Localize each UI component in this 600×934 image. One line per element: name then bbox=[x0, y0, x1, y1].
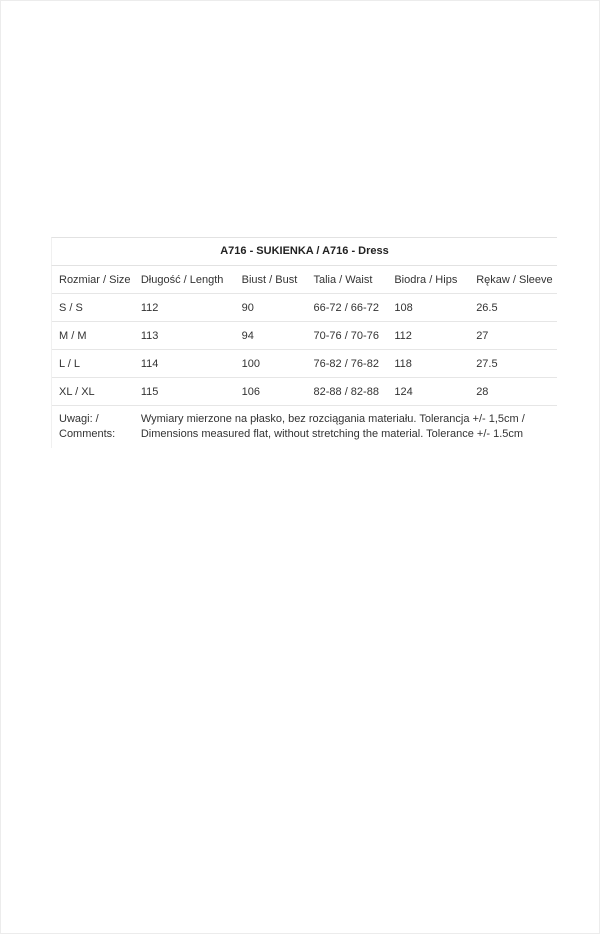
cell-size: S / S bbox=[59, 301, 83, 314]
table-row bbox=[52, 294, 557, 322]
cell-sleeve: 27.5 bbox=[476, 357, 498, 370]
cell-length: 112 bbox=[140, 301, 159, 314]
notes-text bbox=[134, 412, 557, 448]
cell-hips: 118 bbox=[394, 357, 412, 370]
size-chart-title: A716 - SUKIENKA / A716 - Dress bbox=[51, 237, 557, 266]
cell-sleeve: 28 bbox=[476, 385, 489, 398]
cell-size: M / M bbox=[59, 329, 87, 342]
cell-length: 115 bbox=[140, 385, 159, 398]
header-hips: Biodra / Hips bbox=[394, 273, 458, 286]
header-length: Długość / Length bbox=[140, 273, 224, 286]
notes-text-line: Dimensions measured flat, without stretching the material. Tolerance +/- 1.5cm bbox=[140, 428, 524, 440]
cell-size: XL / XL bbox=[59, 385, 95, 398]
cell-sleeve: 26.5 bbox=[476, 301, 498, 314]
cell-waist: 76-82 / 76-82 bbox=[313, 357, 379, 370]
notes-label bbox=[52, 412, 134, 448]
cell-bust: 90 bbox=[241, 301, 254, 314]
notes-text-line: Wymiary mierzone na płasko, bez rozciągania materiału. Tolerancja +/- 1,5cm / bbox=[140, 413, 525, 425]
notes-label-line: Uwagi: / bbox=[59, 413, 99, 425]
cell-bust: 94 bbox=[241, 329, 254, 342]
header-sleeve: Rękaw / Sleeve bbox=[476, 273, 553, 286]
cell-bust: 100 bbox=[241, 357, 260, 370]
size-chart-grid bbox=[51, 266, 557, 448]
header-bust: Biust / Bust bbox=[241, 273, 298, 286]
header-waist: Talia / Waist bbox=[313, 273, 373, 286]
table-row bbox=[52, 322, 557, 350]
table-row bbox=[52, 350, 557, 378]
cell-waist: 70-76 / 70-76 bbox=[313, 329, 379, 342]
header-size: Rozmiar / Size bbox=[59, 273, 131, 286]
cell-hips: 108 bbox=[394, 301, 413, 314]
cell-size: L / L bbox=[59, 357, 80, 370]
cell-sleeve: 27 bbox=[476, 329, 489, 342]
cell-waist: 66-72 / 66-72 bbox=[313, 301, 379, 314]
cell-waist: 82-88 / 82-88 bbox=[313, 385, 379, 398]
cell-bust: 106 bbox=[241, 385, 260, 398]
notes-row bbox=[52, 406, 557, 448]
table-row bbox=[52, 378, 557, 406]
cell-length: 113 bbox=[140, 329, 159, 342]
cell-hips: 124 bbox=[394, 385, 413, 398]
cell-hips: 112 bbox=[394, 329, 412, 342]
header-row bbox=[52, 266, 557, 294]
size-chart-table bbox=[51, 237, 557, 448]
notes-label-line: Comments: bbox=[59, 428, 116, 440]
cell-length: 114 bbox=[140, 357, 159, 370]
